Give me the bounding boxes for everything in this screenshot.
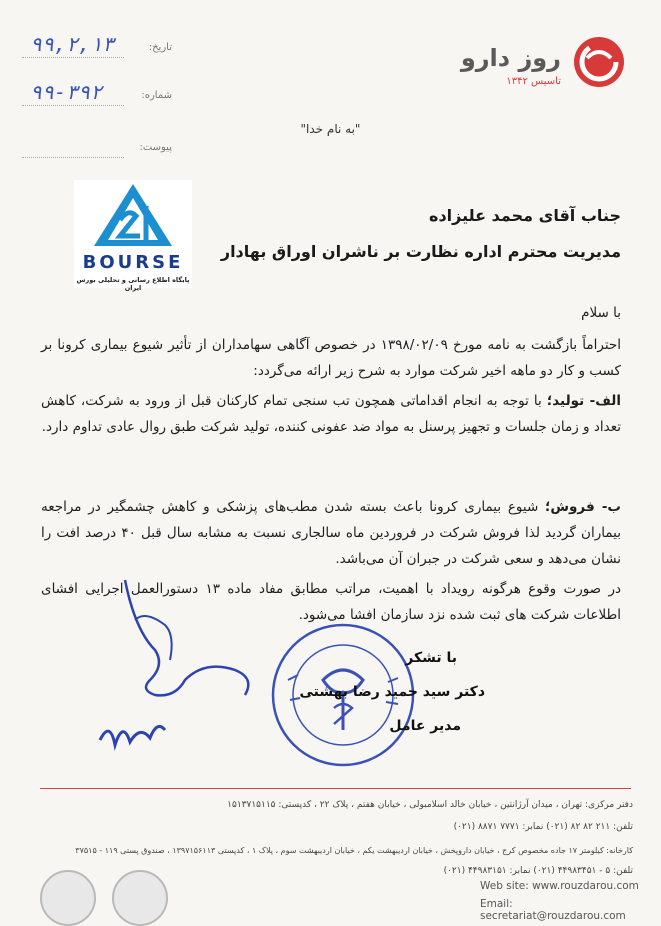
- paragraph-intro: احتراماً بازگشت به نامه مورخ ۱۳۹۸/۰۲/۰۹ در خصوص آگاهی سهامداران از تأثیر شیوع بیماری کرونا بر کسب و کار دو ماهه اخیر شرکت موارد به شرح زیر ارائه می‌گردد:: [41, 337, 621, 379]
- footer-website[interactable]: Web site: www.rouzdarou.com: [480, 880, 639, 892]
- production-heading: الف- تولید؛: [546, 393, 622, 409]
- brand-logo-icon: [573, 36, 625, 88]
- footer-office-phone: تلفن: ۲۱۱ ۸۲ ۸۲ (۰۲۱) نمابر: ۷۷۷۱ ۸۸۷۱ (۰۲۱): [453, 822, 633, 832]
- footer-email[interactable]: Email: secretariat@rouzdarou.com: [480, 898, 626, 922]
- certification-badge-icon: [40, 870, 96, 926]
- recipient-title: مدیریت محترم اداره نظارت بر ناشران اوراق بهادار: [220, 242, 621, 261]
- number-label: شماره:: [141, 90, 172, 101]
- paragraph-closing: در صورت وقوع هرگونه رویداد با اهمیت، مراتب مطابق مفاد ماده ۱۳ دستورالعمل اجرایی افشای اطلاعات شرکت های ثبت شده نزد سازمان افشا می‌شود.: [41, 581, 621, 623]
- greeting: با سلام: [581, 305, 621, 321]
- signatory-title: مدیر عامل: [389, 718, 461, 734]
- bourse-triangle-icon: [74, 180, 192, 250]
- brand-founded: تاسیس ۱۳۴۲: [506, 76, 561, 87]
- paragraph-sales: [41, 494, 621, 572]
- footer-factory-address: کارخانه: کیلومتر ۱۷ جاده مخصوص کرج ، خیابان داروپخش ، خیابان اردیبهشت یکم ، خیابان اردیبهشت سوم ، پلاک ۱ ، کدپستی ۱۳۹۷۱۵۶۱۱۳ ، صندوق پستی ۱۱۹ - ۳۷۵۱۵: [75, 846, 633, 855]
- date-row: [22, 32, 172, 62]
- handwritten-signature-icon: [95, 570, 295, 770]
- sales-heading: ب- فروش؛: [545, 499, 621, 515]
- brand-name: روز دارو: [460, 44, 561, 72]
- paragraph-production: [41, 388, 621, 440]
- attachment-label: پیوست:: [139, 142, 172, 153]
- number-value: ۹۹-۳۹۲: [30, 80, 103, 104]
- attachment-row: [22, 136, 172, 162]
- sales-text: شیوع بیماری کرونا باعث بسته شدن مطب‌های پزشکی و کاهش چشمگیر در مراجعه بیماران گردید لذا فروش شرکت در فروردین ماه سالجاری نسبت به مشابه سال قبل ۴۰ درصد افت را نشان می‌دهد و سعی شرکت در جبران آن می‌باشد.: [41, 499, 621, 567]
- signature-thanks: با تشکر: [405, 650, 457, 666]
- number-line: [22, 105, 124, 106]
- footer-office-address: دفتر مرکزی: تهران ، میدان آرژانتین ، خیابان خالد اسلامبولی ، خیابان هفتم ، پلاک ۲۲ ، کدپستی: ۱۵۱۳۷۱۵۱۱۵: [227, 800, 633, 810]
- footer-divider: [40, 788, 631, 789]
- basmala: "به نام خدا": [300, 122, 361, 136]
- date-value: ۹۹,۲,۱۳: [30, 32, 115, 56]
- signatory-name: دکتر سید حمید رضا بهشتی: [299, 684, 485, 700]
- iqnet-badge-icon: [112, 870, 168, 926]
- recipient-name: جناب آقای محمد علیزاده: [429, 206, 621, 225]
- production-text: با توجه به انجام اقداماتی همچون تب سنجی تمام کارکنان قبل از ورود به شرکت، کاهش تعداد و زمان جلسات و تجهیز پرسنل به مواد ضد عفونی کننده، تولید شرکت طبق روال عادی تداوم دارد.: [41, 393, 621, 435]
- date-line: [22, 57, 124, 58]
- bourse-caption: پایگاه اطلاع رسانی و تحلیلی بورس ایران: [76, 276, 190, 292]
- number-row: [22, 80, 172, 110]
- attachment-line: [22, 157, 124, 158]
- footer-factory-phone: تلفن: ۵ - ۴۴۹۸۳۴۵۱ (۰۲۱) نمابر: ۴۴۹۸۳۱۵۱ (۰۲۱): [443, 866, 633, 876]
- bourse-wordmark: BOURSE: [82, 252, 184, 273]
- date-label: تاریخ:: [148, 42, 172, 53]
- bourse-logo: [74, 180, 192, 292]
